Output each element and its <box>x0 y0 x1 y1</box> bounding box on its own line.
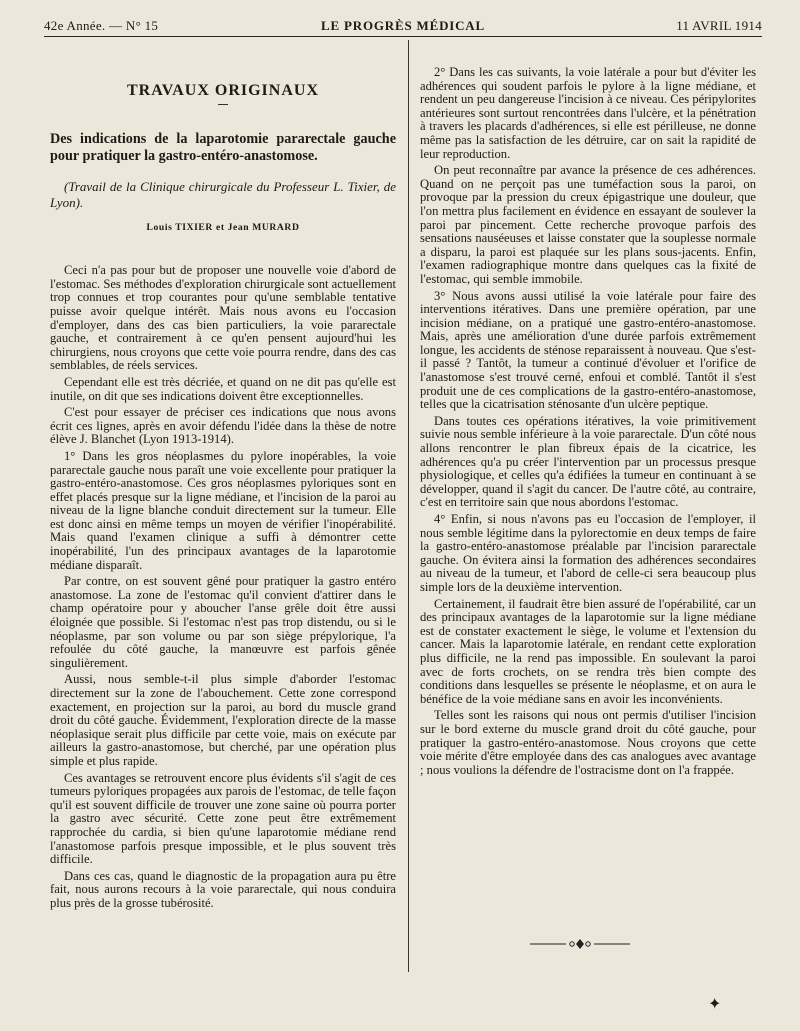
paragraph: Aussi, nous semble-t-il plus simple d'aborder l'estomac directement sur la zone de l'abouchement. Cette zone correspond exactement, en projection sur la paroi, au bord du muscle grand droit du côté gauche. Évidemment, l'exploration directe de la masse néoplasique serait plus difficile par cette voie, mais on exécute par ailleurs la gastro-anastomose, but cherché, par une opération plus simple et plus rapide. <box>50 672 396 768</box>
article-authors: Louis TIXIER et Jean MURARD <box>146 221 300 233</box>
paragraph: Certainement, il faudrait être bien assuré de l'opérabilité, car un des principaux avantages de la laparotomie sur la ligne médiane est de constater exactement le siège, le volume et l'extension du cancer. Mais la laparotomie latérale, en rendant cette exploration plus difficile, ne la rend pas impossible. En soulevant la paroi avec de forts crochets, on se rendra très bien compte des conditions dans lesquelles se présente le néoplasme, et on aura le bénéfice de la voie médiane sans en avoir les inconvénients. <box>420 596 756 706</box>
paragraph: 1° Dans les gros néoplasmes du pylore inopérables, la voie pararectale gauche nous paraît une voie excellente pour pratiquer la gastro-entéro-anastomose. Ces gros néoplasmes pyloriques sont en effet placés presque sur la ligne médiane, et l'incision de la paroi au niveau de la ligne blanche conduit directement sur la tumeur. Elle est donc ainsi en même temps un moyen de vérifier l'inopérabilité. Mais quand l'examen clinique a suffi à démontrer cette inopérabilité, l'un des principaux avantages de la laparotomie médiane disparaît. <box>50 448 396 572</box>
paragraph: Dans toutes ces opérations itératives, la voie primitivement suivie nous semble inférieure à la voie pararectale. D'un côté nous allons rencontrer le plan fibreux épais de la cicatrice, les adhérences qu'a pu créer l'intervention par un processus presque physiologique, et celles qu'a édifiées la tumeur en continuant à se développer, quand il s'agit du cancer. De l'autre côté, au contraire, c'est en territoire sain que nous abordons l'estomac. <box>420 413 756 510</box>
paragraph: 2° Dans les cas suivants, la voie latérale a pour but d'éviter les adhérences qui soudent parfois le pylore à la ligne médiane, et rendent un peu dangereuse l'incision à ce niveau. Ces péripylorites antérieures sont surtout rencontrées dans l'ulcère, et la pénétration à travers les placards d'adhérences, si elle est périlleuse, ne donne même pas la satisfaction de les détruire, car on sait la rapidité de leur reproduction. <box>420 65 756 161</box>
paragraph: Par contre, on est souvent gêné pour pratiquer la gastro entéro anastomose. La zone de l'estomac qu'il convient d'attirer dans le champ opératoire pour y aboucher l'anse grêle doit être aussi éloignée que possible. Si l'estomac n'est pas trop distendu, ou si le néoplasme, par son volume ou par son siège prépylorique, l'a refoulée du côté gauche, la manœuvre est parfois gênée singulièrement. <box>50 574 396 670</box>
paragraph: 4° Enfin, si nous n'avons pas eu l'occasion de l'employer, il nous semble légitime dans la pylorectomie en deux temps de faire la gastro-entéro-anastomose préalable par l'incision pararectale gauche. On évitera ainsi la formation des adhérences secondaires au niveau de la tumeur, et l'abord de celle-ci sera beaucoup plus simple lors de la deuxième intervention. <box>420 512 756 594</box>
article-affiliation: (Travail de la Clinique chirurgicale du Professeur L. Tixier, de Lyon). <box>50 178 396 210</box>
running-header <box>44 18 762 37</box>
paragraph: Telles sont les raisons qui nous ont permis d'utiliser l'incision sur le bord externe du muscle grand droit du côté gauche, pour pratiquer la gastro-entéro-anastomose. Nous croyons que cette voie mérite d'être employée dans des cas analogues avec avantage ; nous voulions la défendre de l'ostracisme dont on l'a frappée. <box>420 708 756 777</box>
paragraph: Cependant elle est très décriée, et quand on ne dit pas qu'elle est inutile, on dit que ses indications doivent être exceptionnelles. <box>50 374 396 403</box>
fleuron-icon: ✦ <box>708 996 722 1013</box>
paragraph: Ces avantages se retrouvent encore plus évidents s'il s'agit de ces tumeurs pyloriques propagées aux parois de l'estomac, de telle façon qu'il est souvent difficile de trouver une zone saine où pourra porter la gastro avec sécurité. Cette zone peut être extrêmement rapprochée du cardia, si bien qu'une laparotomie médiane rend l'anastomose parfois presque impossible, et le plus souvent très difficile. <box>50 770 396 867</box>
paragraph: On peut reconnaître par avance la présence de ces adhérences. Quand on ne perçoit pas une tuméfaction sous la paroi, on provoque par la pression du creux épigastrique une douleur, que l'on mettra plus facilement en évidence en essayant de soulever la paroi par pincement. Cette recherche provoque parfois des sensations nauséeuses et laisse constater que la souplesse normale a disparu, la paroi est plaquée sur les plans sous-jacents. Enfin, l'examen radiographique montre dans quelques cas la fixité de l'estomac, qui semble immobile. <box>420 163 756 286</box>
title-dash <box>218 104 228 105</box>
end-ornament-icon <box>530 938 630 950</box>
left-column <box>50 84 396 914</box>
paragraph: C'est pour essayer de préciser ces indications que nous avons écrit ces lignes, après en avoir défendu l'idée dans la thèse de notre élève J. Blanchet (Lyon 1913-1914). <box>50 405 396 447</box>
paragraph: Dans ces cas, quand le diagnostic de la propagation aura pu être fait, nous aurons recours à la voie pararectale, qui nous conduira plus près de la grosse tubérosité. <box>50 868 396 910</box>
section-title: TRAVAUX ORIGINAUX <box>127 82 319 99</box>
paragraph: 3° Nous avons aussi utilisé la voie latérale pour faire des interventions itératives. Dans une première opération, par une incision médiane, on a pratiqué une gastro-entéro-anastomose. Mais, après une amélioration d'une durée parfois extrêmement longue, les accidents de sténose reparaissent à nouveau. Que s'est-il passé ? Tantôt, la tumeur a continué d'évoluer et l'orifice de l'anastomose s'est trouvé cerné, enfoui et comblé. Tantôt il s'est produit une de ces complications de la gastro-entéro-anastomose, telles que la cicatrisation sténosante d'un ulcère peptique. <box>420 288 756 412</box>
right-column <box>420 66 756 780</box>
issue-number: 42e Année. — N° 15 <box>44 18 159 33</box>
journal-title: LE PROGRÈS MÉDICAL <box>321 18 485 33</box>
column-divider <box>408 40 409 972</box>
issue-date: 11 AVRIL 1914 <box>676 18 762 33</box>
article-title: Des indications de la laparotomie pararectale gauche pour pratiquer la gastro-entéro-anastomose. <box>50 130 396 164</box>
paragraph: Ceci n'a pas pour but de proposer une nouvelle voie d'abord de l'estomac. Ses méthodes d'exploration chirurgicale sont actuellement trop connues et trop courantes pour qu'une semblable tentative puisse avoir quelque intérêt. Mais nous avons eu l'occasion d'employer, dans des cas bien particuliers, la voie pararectale gauche, et contrairement à ce qu'en pensent aujourd'hui les chirurgiens, nous croyons que cette voie pourra rendre, dans des cas semblables, de réels services. <box>50 263 396 373</box>
